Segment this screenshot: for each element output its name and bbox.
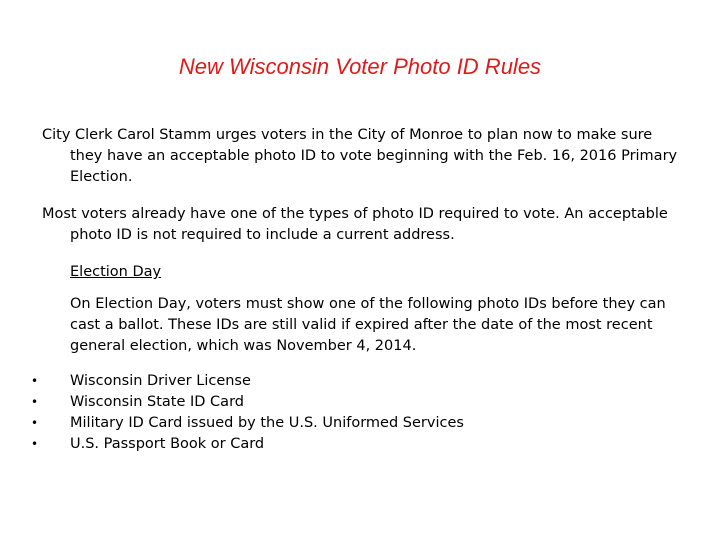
list-item (28, 434, 628, 455)
list-item (28, 371, 628, 392)
intro-paragraph: City Clerk Carol Stamm urges voters in the City of Monroe to plan now to make sure they have an acceptable photo ID to vote beginning with the Feb. 16, 2016 Primary Election. (42, 127, 678, 185)
bullet-icon: • (31, 374, 39, 388)
election-day-paragraph: On Election Day, voters must show one of the following photo IDs before they can cast a ballot. These IDs are still valid if expired after the date of the most recent general election, which was November 4, 2014. (70, 296, 666, 354)
bullet-icon: • (31, 395, 39, 409)
list-item-label: Military ID Card issued by the U.S. Uniformed Services (70, 415, 464, 431)
bullet-icon: • (31, 437, 39, 451)
list-item-label: U.S. Passport Book or Card (70, 436, 265, 452)
list-item-label: Wisconsin Driver License (70, 373, 251, 389)
list-item (28, 392, 628, 413)
list-item-label: Wisconsin State ID Card (70, 394, 244, 410)
election-day-heading: Election Day (70, 264, 162, 280)
list-item (28, 413, 628, 434)
bullet-icon: • (31, 416, 39, 430)
photo-id-paragraph: Most voters already have one of the types of photo ID required to vote. An acceptable photo ID is not required to include a current address. (42, 206, 668, 243)
page-title: New Wisconsin Voter Photo ID Rules (178, 54, 542, 79)
photo-id-list (28, 371, 628, 455)
